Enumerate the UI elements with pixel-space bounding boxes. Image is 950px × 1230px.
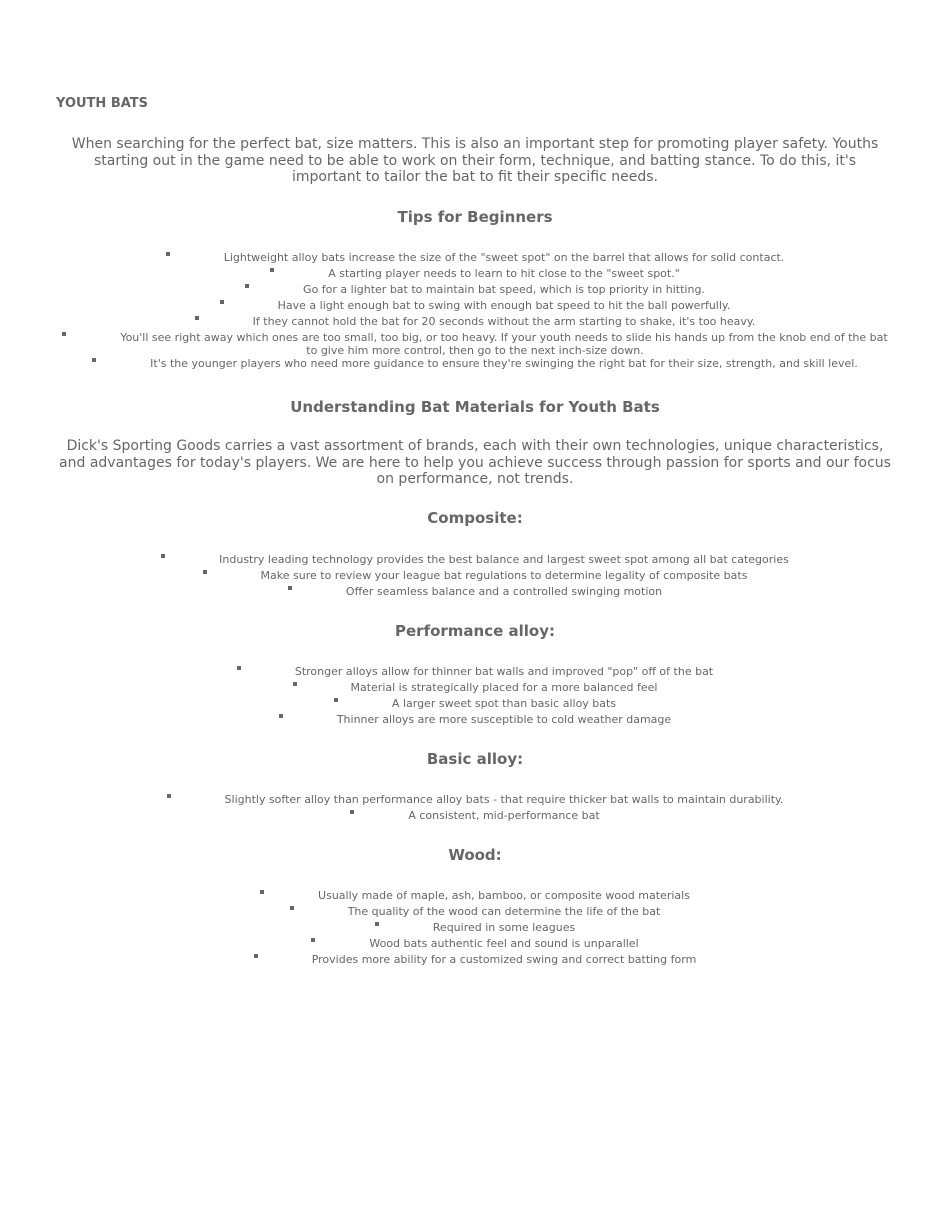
wood-list (58, 889, 892, 969)
list-item: Usually made of maple, ash, bamboo, or composite wood materials (58, 889, 892, 905)
list-item: Offer seamless balance and a controlled swinging motion (58, 585, 892, 601)
list-item: Slightly softer alloy than performance alloy bats - that require thicker bat walls to maintain durability. (58, 793, 892, 809)
list-item: Provides more ability for a customized swing and correct batting form (58, 953, 892, 969)
list-item: Required in some leagues (58, 921, 892, 937)
list-item: Material is strategically placed for a more balanced feel (58, 681, 892, 697)
list-item: If they cannot hold the bat for 20 seconds without the arm starting to shake, it's too heavy. (58, 315, 892, 331)
materials-heading: Understanding Bat Materials for Youth Bats (290, 398, 660, 416)
bullet-icon (288, 586, 292, 590)
list-item: Industry leading technology provides the best balance and largest sweet spot among all bat categories (58, 553, 892, 569)
bullet-icon (161, 554, 165, 558)
composite-list (58, 553, 892, 601)
bullet-icon (334, 698, 338, 702)
list-item: Make sure to review your league bat regulations to determine legality of composite bats (58, 569, 892, 585)
bullet-icon (167, 794, 171, 798)
performance-alloy-list (58, 665, 892, 729)
list-item: Lightweight alloy bats increase the size of the "sweet spot" on the barrel that allows for solid contact. (58, 251, 892, 267)
bullet-icon (350, 810, 354, 814)
page-title: YOUTH BATS (56, 96, 149, 111)
bullet-icon (254, 954, 258, 958)
intro-paragraph: When searching for the perfect bat, size matters. This is also an important step for promoting player safety. Youths starting out in the game need to be able to work on their form, technique, and batting stance. To do this, it's important to tailor the bat to fit their specific needs. (71, 136, 879, 185)
bullet-icon (195, 316, 199, 320)
basic-alloy-heading: Basic alloy: (426, 750, 524, 768)
tips-heading: Tips for Beginners (397, 208, 553, 226)
tips-list (58, 251, 892, 373)
list-item: Have a light enough bat to swing with enough bat speed to hit the ball powerfully. (58, 299, 892, 315)
list-item: You'll see right away which ones are too small, too big, or too heavy. If your youth needs to slide his hands up from the knob end of the bat to give him more control, then go to the next inch-size down. (58, 331, 892, 357)
list-item: Thinner alloys are more susceptible to cold weather damage (58, 713, 892, 729)
bullet-icon (279, 714, 283, 718)
list-item: Stronger alloys allow for thinner bat walls and improved "pop" off of the bat (58, 665, 892, 681)
bullet-icon (375, 922, 379, 926)
list-item: A consistent, mid-performance bat (58, 809, 892, 825)
list-item: It's the younger players who need more guidance to ensure they're swinging the right bat for their size, strength, and skill level. (58, 357, 892, 373)
bullet-icon (311, 938, 315, 942)
bullet-icon (260, 890, 264, 894)
list-item: A starting player needs to learn to hit close to the "sweet spot." (58, 267, 892, 283)
basic-alloy-list (58, 793, 892, 825)
bullet-icon (92, 358, 96, 362)
bullet-icon (203, 570, 207, 574)
bullet-icon (237, 666, 241, 670)
list-item: Wood bats authentic feel and sound is unparallel (58, 937, 892, 953)
wood-heading: Wood: (448, 846, 502, 864)
list-item: The quality of the wood can determine the life of the bat (58, 905, 892, 921)
composite-heading: Composite: (427, 509, 523, 527)
bullet-icon (293, 682, 297, 686)
bullet-icon (270, 268, 274, 272)
list-item: A larger sweet spot than basic alloy bats (58, 697, 892, 713)
bullet-icon (166, 252, 170, 256)
bullet-icon (220, 300, 224, 304)
bullet-icon (290, 906, 294, 910)
list-item: Go for a lighter bat to maintain bat speed, which is top priority in hitting. (58, 283, 892, 299)
performance-alloy-heading: Performance alloy: (395, 622, 555, 640)
materials-intro: Dick's Sporting Goods carries a vast assortment of brands, each with their own technologies, unique characteristics, and advantages for today's players. We are here to help you achieve success through passion for sports and our focus on performance, not trends. (59, 438, 891, 487)
bullet-icon (62, 332, 66, 336)
bullet-icon (245, 284, 249, 288)
